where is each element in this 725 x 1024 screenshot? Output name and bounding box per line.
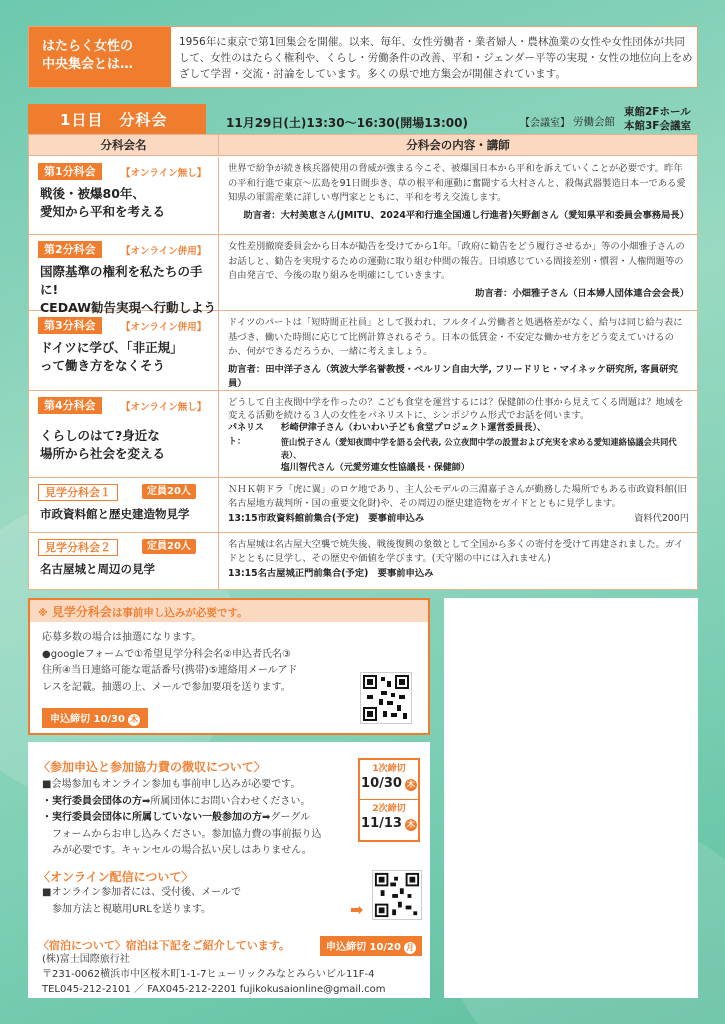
online-status: 【オンライン無し】 xyxy=(121,402,207,413)
session-meta xyxy=(228,512,689,526)
table-header-content: 分科会の内容・講師 xyxy=(219,135,697,156)
table-row xyxy=(29,157,697,235)
session-title-line: 市政資料館と歴史建造物見学 xyxy=(40,507,190,521)
session-desc: 女性差別撤廃委員会から日本が勧告を受けてから1年。「政府に勧告をどう履行させるか」等の小畑雅子さんのお話しと、勧告を実現するための運動に取り組む仲間の報告。日頃感じている間接差別・慣習・人権問題等の自由発言で、今後の取り組みを明確にしていきます。 xyxy=(228,241,685,281)
apply-normal: ➡グーグル xyxy=(262,812,311,823)
intro-label xyxy=(29,27,171,87)
day-time: 11月29日(土)13:30〜16:30(開場13:00) xyxy=(226,116,468,130)
session-name-cell xyxy=(29,391,219,477)
session-name-cell xyxy=(29,533,219,589)
tour-line: レスを記載。抽選の上、メールで参加要項を送ります。 xyxy=(42,681,291,693)
apply-strong: ・実行委員会団体の方 xyxy=(42,795,142,807)
session-title-line: 場所から社会を変える xyxy=(40,446,166,461)
deadline-text: 申込締切 10/20 xyxy=(326,942,401,953)
first-deadline xyxy=(360,760,418,800)
tour-line: ●googleフォームで①希望見学分科会名②申込者氏名③ xyxy=(42,648,291,660)
arrow-right-icon: ➡ xyxy=(350,900,364,919)
session-title xyxy=(40,339,183,375)
apply-line xyxy=(42,810,352,827)
deadline-date xyxy=(360,815,418,832)
intro-label-line: はたらく女性の xyxy=(42,39,134,54)
session-tag: 第2分科会 xyxy=(38,241,102,258)
weekday-badge: 木 xyxy=(406,780,415,789)
session-title-line: 国際基準の権利を私たちの手に! xyxy=(40,264,203,297)
room-hall: 東館2Fホール xyxy=(624,106,691,118)
tour-line: 応募多数の場合は抽選になります。 xyxy=(42,632,202,643)
panelist: 笹山悦子さん（愛知夜間中学を語る会代表, 公立夜間中学の設置および充実を求める愛知連絡協議会共同代表）、 xyxy=(280,436,677,460)
session-name-cell xyxy=(29,478,219,532)
session-content-cell xyxy=(219,533,697,589)
apply-text xyxy=(42,777,352,860)
online-heading: 〈オンライン配信について〉 xyxy=(38,870,194,884)
session-title-line: ドイツに学び、「非正規」 xyxy=(40,340,183,355)
table-row xyxy=(29,533,697,589)
table-row xyxy=(29,311,697,391)
hotel-heading: 〈宿泊について〉宿泊は下記をご紹介しています。 xyxy=(38,939,290,952)
session-advisor: 助言者：大村美恵さん(JMITU、2024平和行進全国通し行進者)矢野創さん（愛知県平和委員会事務局長） xyxy=(243,209,689,221)
panelist: 塩川智代さん（元愛労連女性協議長・保健師） xyxy=(280,463,470,474)
session-title xyxy=(40,427,165,463)
qr-code-icon[interactable] xyxy=(372,870,422,920)
deadline-label: 1次締切 xyxy=(372,764,406,774)
tour-deadline xyxy=(42,708,148,728)
apply-line: みが必要です。キャンセルの場合払い戻しはありません。 xyxy=(52,845,312,856)
panelist: 杉崎伊津子さん（わいわい子ども食堂プロジェクト運営委員長）、 xyxy=(280,423,547,434)
weekday-badge: 木 xyxy=(129,715,138,724)
fee-info: 資料代200円 xyxy=(634,513,689,524)
session-name-cell xyxy=(29,157,219,234)
hotel-line: 〒231-0062横浜市中区桜木町1-1-7ヒューリックみなとみらいビル11F-4 xyxy=(42,969,375,980)
session-title-line: 名古屋城と周辺の見学 xyxy=(40,562,155,576)
panelists xyxy=(228,422,689,475)
session-name-cell xyxy=(29,235,219,315)
session-desc: 名古屋城は名古屋大空襲で焼失後、戦後復興の象徴として全国から多くの寄付を受けて再建されました。ガイドとともに見学し、その歴史や価値を学びます。(天守閣の中には入れません) xyxy=(228,539,684,564)
weekday-badge: 木 xyxy=(406,820,415,829)
session-title-line: CEDAW勧告実現へ行動しよう xyxy=(40,300,216,315)
session-title-line: くらしのはて?身近な xyxy=(40,428,160,443)
heading-mark: ※ xyxy=(38,608,48,619)
online-status: 【オンライン併用】 xyxy=(121,322,207,333)
apply-normal: ➡所属団体にお問い合わせください。 xyxy=(142,795,311,807)
session-content-cell xyxy=(219,478,697,532)
weekday-badge: 月 xyxy=(405,943,414,952)
capacity-badge: 定員20人 xyxy=(142,539,196,554)
online-text xyxy=(42,885,352,918)
intro-text: 1956年に東京で第1回集会を開催。以来、毎年、女性労働者・業者婦人・農林漁業の女性や女性団体が共同して、女性のはたらく権利や、くらし・労働条件の改善、平和・ジェンダー平等の実現・女性の地位向上をめざして学習・交流・討論をしています。多くの県で地方集会が開催されています。 xyxy=(179,36,693,80)
session-title xyxy=(40,263,218,317)
room-label: 【会議室】 xyxy=(520,118,570,129)
deadline-date xyxy=(360,775,418,792)
session-desc: ドイツのパートは「短時間正社員」として扱われ、フルタイム労働者と処遇格差がなく、給与は同じ給与表に基づき、働いた時間に応じて比例計算されるそう。日本の低賃金・不安定な働かせ方をどう変えていけるのか、何ができるだろうか、一緒に考えましょう。 xyxy=(228,317,683,357)
table-row xyxy=(29,478,697,533)
apply-strong: ・実行委員会団体に所属していない一般参加の方 xyxy=(42,812,262,823)
session-content-cell xyxy=(219,311,697,390)
intro-box xyxy=(28,26,698,88)
tour-notice-box xyxy=(28,598,430,735)
session-title xyxy=(40,560,155,578)
tour-heading-tail: は事前申し込みが必要です。 xyxy=(111,607,248,619)
tour-line: 住所④当日連絡可能な電話番号(携帯)⑤連絡用メールアド xyxy=(42,665,298,676)
room-hall: 本館3F会議室 xyxy=(624,120,691,132)
date-text: 11/13 xyxy=(361,816,402,831)
panel-list xyxy=(281,422,689,475)
deadline-label: 2次締切 xyxy=(372,804,406,814)
room-halls xyxy=(624,105,691,133)
online-line: 参加方法と視聴用URLを送ります。 xyxy=(52,903,212,915)
apply-heading: 〈参加申込と参加協力費の徴収について〉 xyxy=(38,760,266,774)
session-tag: 第1分科会 xyxy=(38,163,102,180)
apply-deadlines xyxy=(358,758,420,842)
session-title-line: 愛知から平和を考える xyxy=(40,204,166,219)
session-table xyxy=(28,134,698,590)
meeting-info: 13:15名古屋城正門前集合(予定) 要事前申込み xyxy=(228,568,434,579)
tour-heading-main: 見学分科会 xyxy=(51,605,112,619)
capacity-badge: 定員20人 xyxy=(142,484,196,499)
room-venue: 労働会館 xyxy=(573,116,615,128)
meeting-info: 13:15市政資料館前集合(予定) 要事前申込み xyxy=(228,513,425,524)
online-line: ■オンライン参加者には、受付後、メールで xyxy=(42,887,241,898)
apply-line xyxy=(42,794,352,811)
session-title xyxy=(40,185,165,221)
intro-label-line: 中央集会とは… xyxy=(42,57,134,72)
qr-code-icon[interactable] xyxy=(360,672,412,724)
tour-heading xyxy=(30,600,428,622)
session-content-cell xyxy=(219,391,697,477)
session-tag: 見学分科会１ xyxy=(38,484,118,501)
session-advisor: 助言者：小畑雅子さん（日本婦人団体連合会会長） xyxy=(475,287,689,299)
session-name-cell xyxy=(29,311,219,390)
session-advisor: 助言者：田中洋子さん（筑波大学名誉教授・ベルリン自由大学, フリードリヒ・マイネッケ研究所, 客員研究員） xyxy=(228,363,678,389)
day-tab: 1日目 分科会 xyxy=(28,104,206,134)
panel-label: パネリスト： xyxy=(228,423,264,447)
blank-panel xyxy=(444,598,698,998)
session-desc: ＮＨＫ朝ドラ「虎に翼」のロケ地であり、主人公モデルの三淵嘉子さんが勤務した場所でもある市政資料館(旧名古屋地方裁判所・国の重要文化財)や、その周辺の歴史建造物をガイドとともに見学します。 xyxy=(228,484,687,509)
hotel-text xyxy=(42,952,432,997)
table-header-name: 分科会名 xyxy=(29,135,219,156)
deadline-text: 申込締切 10/30 xyxy=(50,714,125,725)
apply-line: ■会場参加もオンライン参加も事前申し込みが必要です。 xyxy=(42,779,301,790)
session-tag: 第3分科会 xyxy=(38,317,102,334)
session-desc: 世界で紛争が続き核兵器使用の脅威が強まる今こそ、被爆国日本から平和を訴えていくことが必要です。昨年の平和行進で東京〜広島を91日間歩き、草の根平和運動に奮闘する大村さんと、殺傷武器製造日本一である愛知県の軍需産業に詳しい専門家とともに、平和を考え交流します。 xyxy=(228,163,686,203)
table-row xyxy=(29,235,697,315)
hotel-contact[interactable]: TEL045-212-2101 ／ FAX045-212-2201 fujikokusaionline@gmail.com xyxy=(42,984,386,995)
tour-text xyxy=(42,630,322,696)
hotel-line: (株)富士国際旅行社 xyxy=(42,954,130,965)
session-desc: どうして自主夜間中学を作ったの？こども食堂を運営するには？保健師の仕事から見えてくる問題は？地域を変える活動を続ける３人の女性をパネリストに、シンポジウム形式でお話を伺います。 xyxy=(228,397,684,422)
table-row xyxy=(29,391,697,478)
session-title-line: 戦後・被爆80年、 xyxy=(40,186,145,201)
session-title xyxy=(40,505,190,523)
session-content-cell xyxy=(219,157,697,234)
session-tag: 見学分科会２ xyxy=(38,539,118,556)
application-info-box xyxy=(28,742,430,998)
apply-line: フォームからお申し込みください。参加協力費の事前振り込 xyxy=(52,828,322,840)
session-content-cell xyxy=(219,235,697,310)
second-deadline xyxy=(360,800,418,840)
session-tag: 第4分科会 xyxy=(38,397,102,414)
date-text: 10/30 xyxy=(361,776,402,791)
session-title-line: って働き方をなくそう xyxy=(40,358,166,373)
online-status: 【オンライン無し】 xyxy=(121,168,207,179)
online-status: 【オンライン併用】 xyxy=(121,246,207,257)
